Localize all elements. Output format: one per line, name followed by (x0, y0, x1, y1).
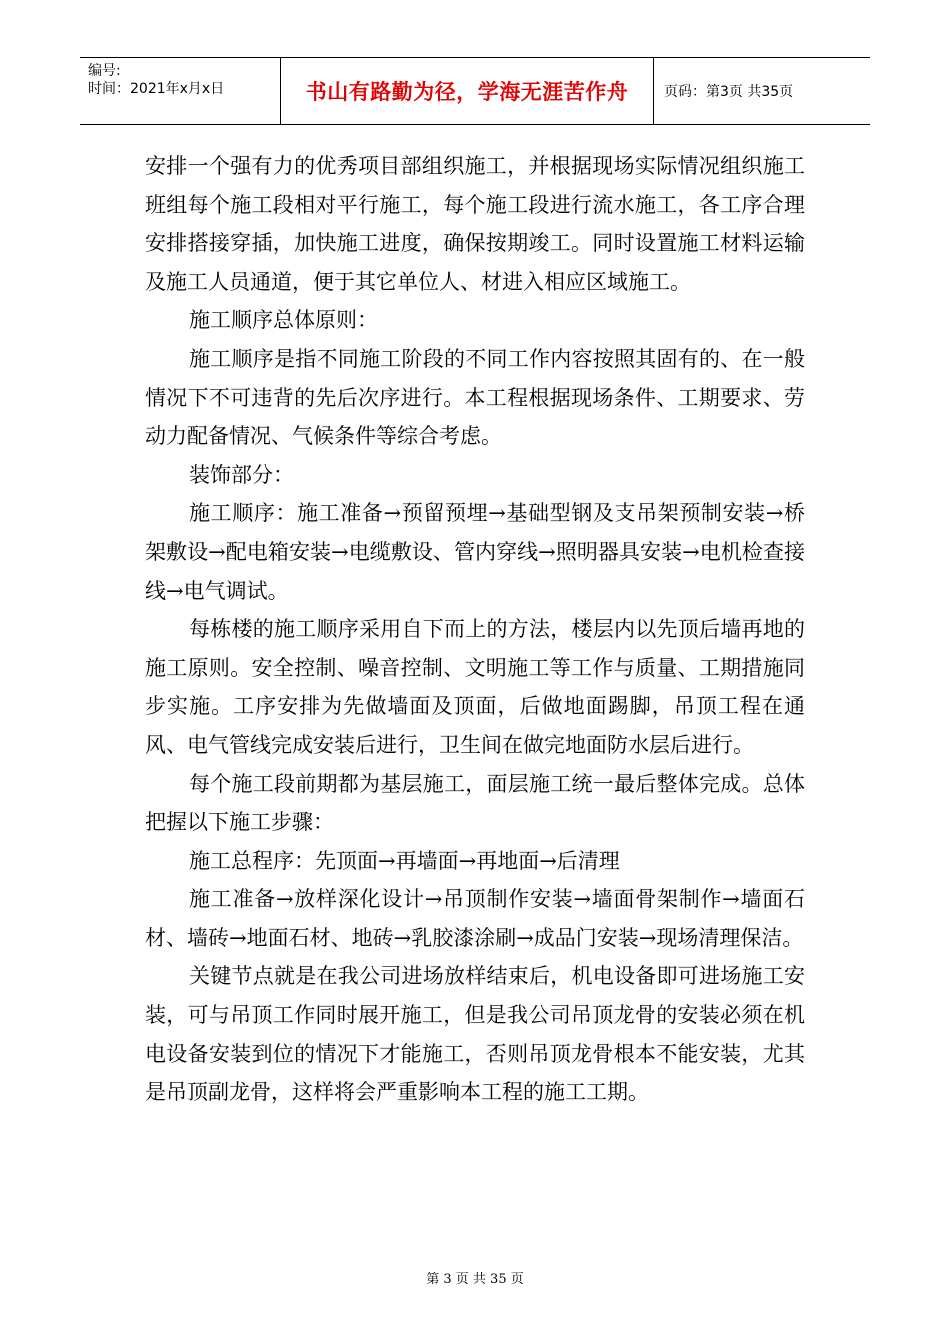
header-meta-cell (80, 58, 281, 124)
paragraph-10: 关键节点就是在我公司进场放样结束后，机电设备即可进场施工安装，可与吊顶工作同时展开施工，但是我公司吊顶龙骨的安装必须在机电设备安装到位的情况下才能施工，否则吊顶龙骨根本不能安装，尤其是吊顶副龙骨，这样将会严重影响本工程的施工工期。 (145, 964, 805, 1105)
page-footer: 第 3 页 共 35 页 (426, 1272, 524, 1287)
paragraph-7: 每个施工段前期都为基层施工，面层施工统一最后整体完成。总体把握以下施工步骤： (145, 771, 805, 835)
page-header (80, 57, 870, 125)
paragraph-3: 施工顺序是指不同施工阶段的不同工作内容按照其固有的、在一般情况下不可违背的先后次序进行。本工程根据现场条件、工期要求、劳动力配备情况、气候条件等综合考虑。 (145, 346, 805, 449)
header-page-number: 页码：第3页 共35页 (664, 84, 794, 100)
document-number-label: 编号: (88, 63, 121, 79)
paragraph-4: 装饰部分： (189, 462, 294, 487)
header-motto: 书山有路勤为径，学海无涯苦作舟 (281, 58, 654, 124)
paragraph-1: 安排一个强有力的优秀项目部组织施工，并根据现场实际情况组织施工班组每个施工段相对平行施工，每个施工段进行流水施工，各工序合理安排搭接穿插，加快施工进度，确保按期竣工。同时设置施工材料运输及施工人员通道，便于其它单位人、材进入相应区域施工。 (145, 154, 805, 294)
paragraph-2: 施工顺序总体原则： (189, 308, 378, 333)
paragraph-9: 施工准备→放样深化设计→吊顶制作安装→墙面骨架制作→墙面石材、墙砖→地面石材、地砖→乳胶漆涂刷→成品门安装→现场清理保洁。 (145, 887, 805, 950)
paragraph-8: 施工总程序：先顶面→再墙面→再地面→后清理 (189, 848, 620, 873)
document-date-label: 时间：2021年x月x日 (88, 81, 225, 97)
document-body (145, 147, 805, 1112)
paragraph-5: 施工顺序：施工准备→预留预埋→基础型钢及支吊架预制安装→桥架敷设→配电箱安装→电缆敷设、管内穿线→照明器具安装→电机检查接线→电气调试。 (145, 501, 805, 603)
paragraph-6: 每栋楼的施工顺序采用自下而上的方法，楼层内以先顶后墙再地的施工原则。安全控制、噪音控制、文明施工等工作与质量、工期措施同步实施。工序安排为先做墙面及顶面，后做地面踢脚，吊顶工程在通风、电气管线完成安装后进行，卫生间在做完地面防水层后进行。 (145, 617, 805, 757)
